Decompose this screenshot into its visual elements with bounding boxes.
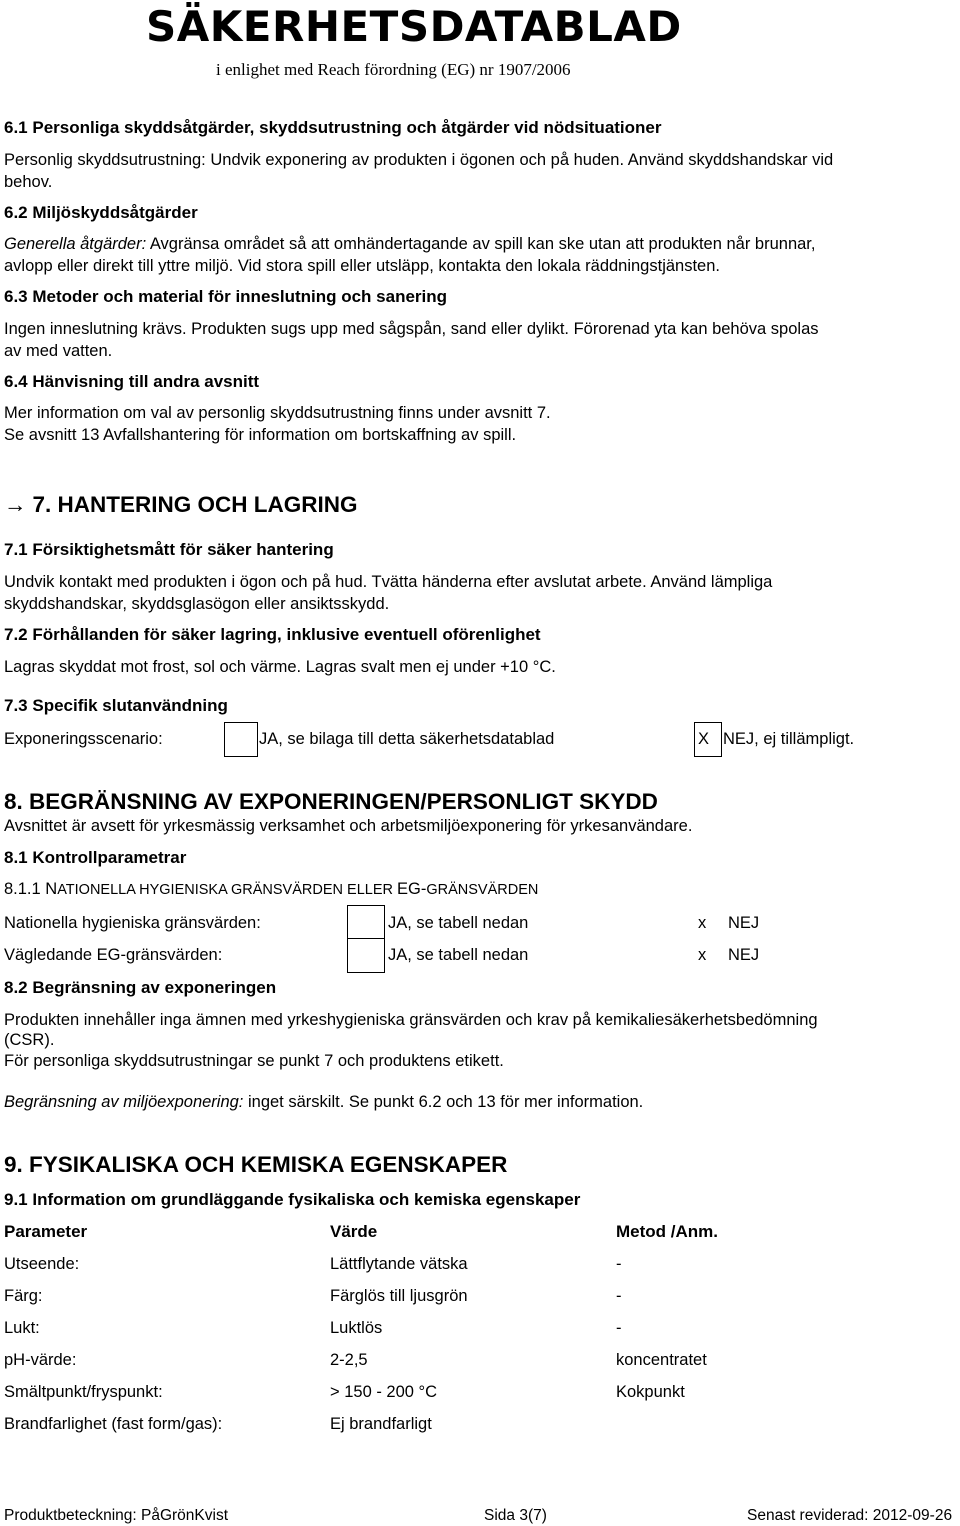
section-6-2-heading: 6.2 Miljöskyddsåtgärder	[4, 203, 198, 222]
footer-product: Produktbeteckning: PåGrönKvist	[4, 1507, 229, 1524]
section-8-intro: Avsnittet är avsett för yrkesmässig verksamhet och arbetsmiljöexponering för yrkesanvändare.	[4, 817, 693, 835]
limit-row-no-label: NEJ	[728, 946, 760, 964]
footer-revised-date: Senast reviderad: 2012-09-26	[747, 1507, 953, 1524]
section-6-4-text: Mer information om val av personlig skyddsutrustning finns under avsnitt 7.	[4, 404, 551, 422]
document-subtitle: i enlighet med Reach förordning (EG) nr 1907/2006	[216, 60, 571, 79]
scenario-no-label: NEJ, ej tillämpligt.	[723, 730, 855, 748]
table-cell-method: -	[616, 1319, 622, 1337]
table-cell-value: Färglös till ljusgrön	[330, 1287, 468, 1305]
table-cell-value: Ej brandfarligt	[330, 1415, 432, 1433]
section-9-heading: 9. FYSIKALISKA OCH KEMISKA EGENSKAPER	[4, 1152, 508, 1177]
table-cell-parameter: Brandfarlighet (fast form/gas):	[4, 1415, 223, 1433]
section-8-heading: 8. BEGRÄNSNING AV EXPONERINGEN/PERSONLIGT SKYDD	[4, 789, 658, 814]
arrow-right-icon: →	[4, 492, 27, 517]
section-7-1-heading: 7.1 Försiktighetsmått för säker hantering	[4, 540, 334, 559]
environment-exposure-value: inget särskilt. Se punkt 6.2 och 13 för mer information.	[243, 1093, 644, 1111]
limit-row-no-label: NEJ	[728, 914, 760, 932]
document-title: SÄKERHETSDATABLAD	[146, 2, 682, 51]
section-6-1-text: behov.	[4, 173, 53, 191]
section-8-1-1-smallcaps2: GRÄNSVÄRDEN	[426, 882, 539, 898]
table-cell-value: Lättflytande vätska	[330, 1255, 468, 1273]
limit-row-label: Nationella hygieniska gränsvärden:	[4, 914, 261, 932]
section-8-2-heading: 8.2 Begränsning av exponeringen	[4, 978, 277, 997]
table-cell-method: -	[616, 1287, 622, 1305]
section-7-2-text: Lagras skyddat mot frost, sol och värme. Lagras svalt men ej under +10 °C.	[4, 658, 556, 676]
scenario-yes-checkbox[interactable]	[224, 722, 258, 757]
section-8-1-1-smallcaps: ATIONELLA HYGIENISKA GRÄNSVÄRDEN ELLER	[57, 882, 397, 898]
limit-row-label: Vägledande EG-gränsvärden:	[4, 946, 223, 964]
section-7-1-text: Undvik kontakt med produkten i ögon och på hud. Tvätta händerna efter avslutat arbete. Använd lämpliga	[4, 573, 773, 591]
environment-exposure-label: Begränsning av miljöexponering:	[4, 1093, 244, 1111]
table-cell-value: > 150 - 200 °C	[330, 1383, 438, 1401]
limit-row-no-mark: x	[698, 946, 707, 964]
environment-exposure-text	[4, 1093, 643, 1112]
section-6-2-text: avlopp eller direkt till yttre miljö. Vid stora spill eller utsläpp, kontakta den lokala räddningstjänsten.	[4, 257, 720, 275]
table-cell-method: -	[616, 1255, 622, 1273]
scenario-no-checkbox[interactable]	[694, 722, 722, 757]
footer-page-number: Sida 3(7)	[484, 1507, 547, 1524]
section-6-4-text: Se avsnitt 13 Avfallshantering för information om bortskaffning av spill.	[4, 426, 517, 444]
scenario-label: Exponeringsscenario:	[4, 730, 163, 748]
table-header-value: Värde	[330, 1222, 378, 1241]
table-cell-value: 2-2,5	[330, 1351, 368, 1369]
section-8-2-text: (CSR).	[4, 1031, 55, 1049]
section-6-1-heading: 6.1 Personliga skyddsåtgärder, skyddsutrustning och åtgärder vid nödsituationer	[4, 118, 662, 137]
table-cell-parameter: Smältpunkt/fryspunkt:	[4, 1383, 163, 1401]
table-cell-parameter: pH-värde:	[4, 1351, 77, 1369]
table-cell-parameter: Färg:	[4, 1287, 43, 1305]
general-measures-label: Generella åtgärder:	[4, 235, 147, 253]
table-cell-parameter: Lukt:	[4, 1319, 40, 1337]
limit-row-no-mark: x	[698, 914, 707, 932]
scenario-yes-label: JA, se bilaga till detta säkerhetsdatablad	[259, 730, 555, 748]
section-7-3-heading: 7.3 Specifik slutanvändning	[4, 696, 228, 715]
table-cell-value: Luktlös	[330, 1319, 383, 1337]
section-8-1-1-mid: EG-	[397, 880, 427, 898]
section-6-4-heading: 6.4 Hänvisning till andra avsnitt	[4, 372, 260, 391]
section-8-1-1-prefix: 8.1.1 N	[4, 880, 58, 898]
section-8-2-text: För personliga skyddsutrustningar se punkt 7 och produktens etikett.	[4, 1052, 504, 1070]
limit-row-yes-label: JA, se tabell nedan	[388, 914, 529, 932]
table-header-parameter: Parameter	[4, 1222, 88, 1241]
section-7-2-heading: 7.2 Förhållanden för säker lagring, inklusive eventuell oförenlighet	[4, 625, 541, 644]
general-measures-text: Avgränsa området så att omhändertagande av spill kan ske utan att produkten når brunnar,	[146, 235, 816, 253]
table-cell-method: koncentratet	[616, 1351, 707, 1369]
scenario-no-mark: X	[698, 730, 710, 748]
section-7-1-text: skyddshandskar, skyddsglasögon eller ansiktsskydd.	[4, 595, 390, 613]
limit-row-yes-label: JA, se tabell nedan	[388, 946, 529, 964]
section-6-2-text	[4, 235, 815, 254]
section-6-3-text: Ingen inneslutning krävs. Produkten sugs upp med sågspån, sand eller dylikt. Förorenad yta kan behöva spolas	[4, 320, 819, 338]
section-7-title: 7. HANTERING OCH LAGRING	[32, 492, 358, 517]
section-6-3-heading: 6.3 Metoder och material för inneslutning och sanering	[4, 287, 448, 306]
section-6-3-text: av med vatten.	[4, 342, 113, 360]
limit-row-yes-checkbox[interactable]	[347, 905, 385, 940]
section-7-heading	[4, 492, 358, 518]
section-6-1-text: Personlig skyddsutrustning: Undvik exponering av produkten i ögonen och på huden. Använd skyddshandskar vid	[4, 151, 834, 169]
section-8-1-1-heading	[4, 880, 538, 899]
table-cell-parameter: Utseende:	[4, 1255, 80, 1273]
section-8-2-text: Produkten innehåller inga ämnen med yrkeshygieniska gränsvärden och krav på kemikaliesäkerhetsbedömning	[4, 1011, 818, 1029]
section-9-1-heading: 9.1 Information om grundläggande fysikaliska och kemiska egenskaper	[4, 1190, 581, 1209]
section-8-1-heading: 8.1 Kontrollparametrar	[4, 848, 187, 867]
table-cell-method: Kokpunkt	[616, 1383, 685, 1401]
limit-row-yes-checkbox[interactable]	[347, 938, 385, 973]
table-header-method: Metod /Anm.	[616, 1222, 718, 1241]
